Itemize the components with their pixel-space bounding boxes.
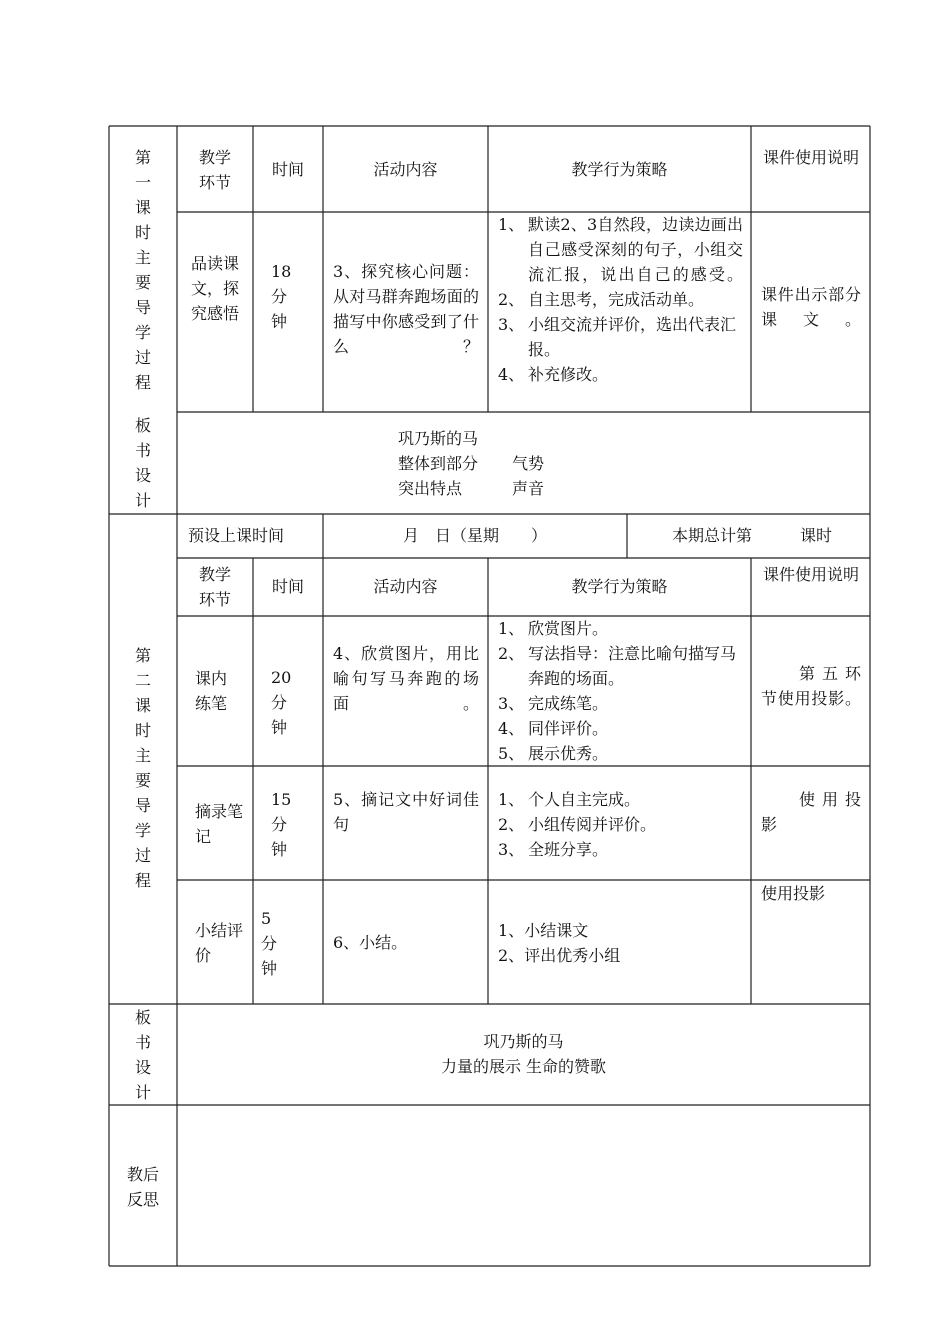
list-item: 3、 小组交流并评价，选出代表汇报。 xyxy=(498,315,737,359)
board1-line2-a: 突出特点 xyxy=(398,479,463,498)
lesson1-courseware: 课件出示部分课文。 xyxy=(761,285,861,329)
list-item: 1、小结课文 xyxy=(498,921,589,940)
board2-line: 力量的展示 生命的赞歌 xyxy=(440,1057,607,1076)
row3-strategy-list xyxy=(498,918,743,968)
lesson1-side-label: 第一课时主要导学过程 xyxy=(134,148,151,392)
lesson1-time: 18分钟 xyxy=(271,262,292,331)
row1-strategy-list xyxy=(498,616,743,766)
row2-time: 15分钟 xyxy=(271,790,292,859)
list-item: 2、 自主思考，完成活动单。 xyxy=(498,290,705,309)
header2-time: 时间 xyxy=(271,577,304,596)
list-item: 3、 全班分享。 xyxy=(498,840,609,859)
header-activity: 活动内容 xyxy=(373,160,438,179)
header2-strategy: 教学行为策略 xyxy=(571,577,668,596)
board1-title: 巩乃斯的马 xyxy=(398,429,479,448)
header2-stage: 教学环节 xyxy=(198,565,231,609)
lesson1-stage: 品读课文，探究感悟 xyxy=(190,254,239,323)
row1-stage: 课内练笔 xyxy=(195,669,228,713)
lesson1-activity: 3、探究核心问题：从对马群奔跑场面的描写中你感受到了什么？ xyxy=(333,262,479,356)
header-courseware: 课件使用说明 xyxy=(762,148,859,167)
board1-line1-a: 整体到部分 xyxy=(398,454,479,473)
row3-time: 5分钟 xyxy=(261,909,278,978)
list-item: 4、 同伴评价。 xyxy=(498,719,609,738)
row3-courseware: 使用投影 xyxy=(761,884,826,903)
row2-stage: 摘录笔记 xyxy=(195,802,244,846)
board1-line1-b: 气势 xyxy=(512,454,545,473)
row2-activity: 5、摘记文中好词佳句 xyxy=(333,790,479,834)
list-item: 1、 欣赏图片。 xyxy=(498,619,609,638)
schedule-total: 本期总计第 课时 xyxy=(672,526,833,545)
list-item: 1、 默读2、3自然段，边读边画出自己感受深刻的句子，小组交流汇报，说出自己的感受。 xyxy=(498,215,743,284)
header-strategy: 教学行为策略 xyxy=(571,160,668,179)
row3-stage: 小结评价 xyxy=(195,921,244,965)
lesson1-board-label: 板书设计 xyxy=(134,416,151,510)
list-item: 1、 个人自主完成。 xyxy=(498,790,641,809)
board2-label: 板书设计 xyxy=(134,1008,151,1102)
reflection-label: 教后反思 xyxy=(126,1165,159,1209)
row3-activity: 6、小结。 xyxy=(333,933,408,952)
row2-strategy-list xyxy=(498,787,743,862)
header2-activity: 活动内容 xyxy=(373,577,438,596)
list-item: 3、 完成练笔。 xyxy=(498,694,609,713)
board1-line2-b: 声音 xyxy=(512,479,545,498)
board2-title: 巩乃斯的马 xyxy=(483,1032,564,1051)
lesson1-strategy-list xyxy=(498,212,743,387)
row1-courseware: 第五环节使用投影。 xyxy=(761,664,861,708)
header-time: 时间 xyxy=(271,160,304,179)
list-item: 2、评出优秀小组 xyxy=(498,946,621,965)
row1-time: 20分钟 xyxy=(271,668,292,737)
row1-activity: 4、欣赏图片，用比喻句写马奔跑的场面。 xyxy=(333,644,479,713)
list-item: 5、 展示优秀。 xyxy=(498,744,609,763)
list-item: 4、 补充修改。 xyxy=(498,365,609,384)
schedule-date: 月 日（星期 ） xyxy=(402,526,547,545)
lesson2-side-label: 第二课时主要导学过程 xyxy=(134,646,151,890)
header2-courseware: 课件使用说明 xyxy=(762,565,859,584)
schedule-label: 预设上课时间 xyxy=(188,526,285,545)
list-item: 2、 写法指导：注意比喻句描写马奔跑的场面。 xyxy=(498,644,737,688)
header-stage: 教学环节 xyxy=(198,148,231,192)
row2-courseware: 使用投影 xyxy=(761,790,861,834)
list-item: 2、 小组传阅并评价。 xyxy=(498,815,657,834)
